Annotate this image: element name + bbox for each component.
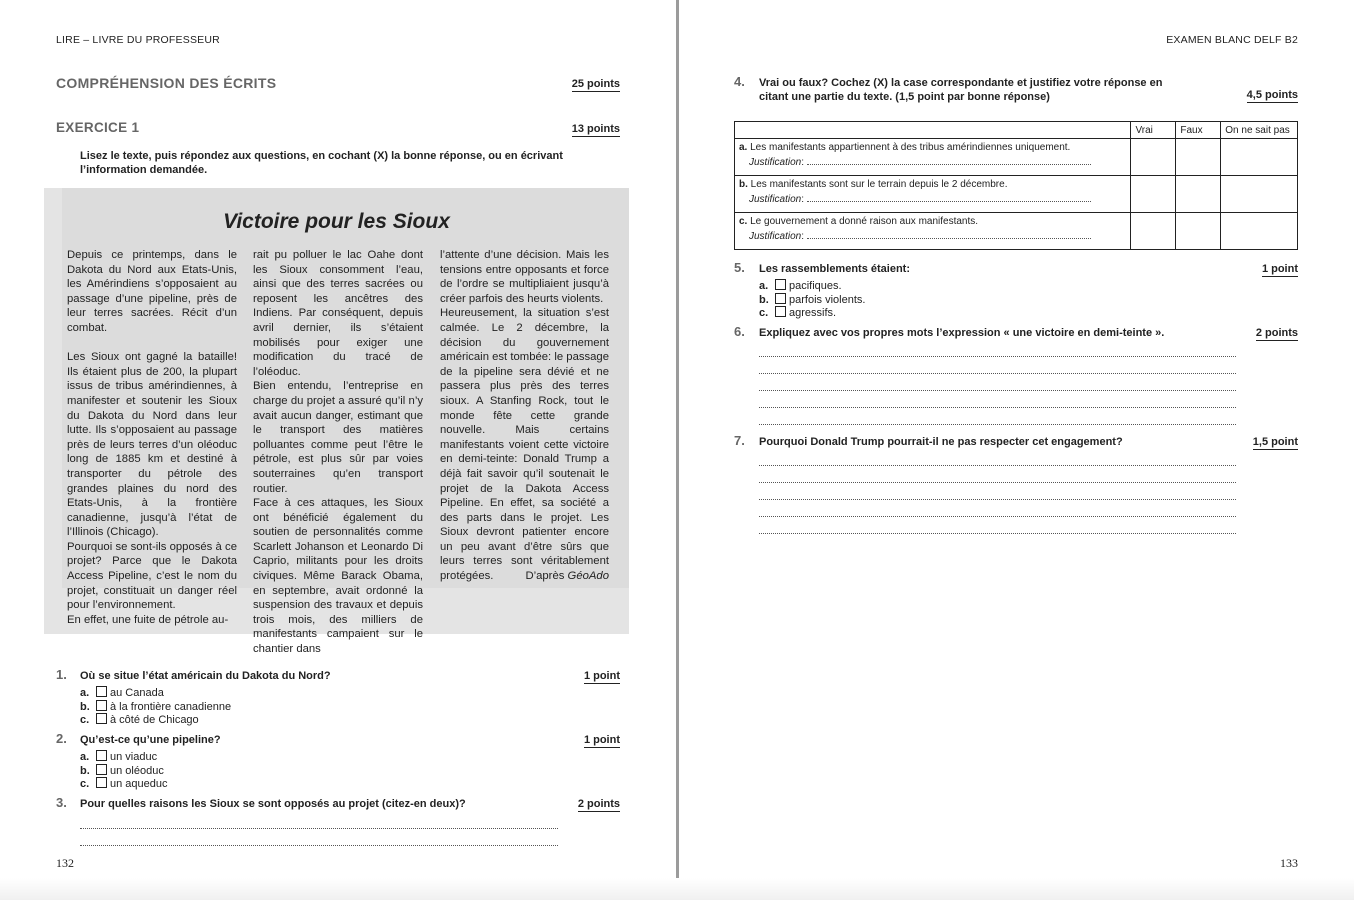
column-vrai: Vrai [1131, 122, 1176, 139]
article-box [44, 188, 629, 656]
question-4-text-line-1: Vrai ou faux? Cochez (X) la case correspondante et justifiez votre réponse en [759, 77, 1163, 89]
checkbox-2b[interactable] [96, 764, 107, 775]
question-3-points: 2 points [577, 798, 620, 810]
answer-line-3-1[interactable] [80, 828, 558, 829]
right-page [679, 0, 1354, 900]
cell-nsp-a[interactable] [1221, 139, 1298, 176]
cell-faux-a[interactable] [1176, 139, 1221, 176]
cell-vrai-a[interactable] [1131, 139, 1176, 176]
exercise-points: 13 points [571, 123, 620, 135]
answer-line-3-2[interactable] [80, 845, 558, 846]
question-1-number: 1. [56, 667, 67, 682]
running-header-left: LIRE – LIVRE DU PROFESSEUR [56, 34, 220, 46]
answer-line-6-2[interactable] [759, 373, 1236, 374]
source-name: GéoAdo [567, 570, 609, 582]
statement-letter: a. [739, 142, 748, 153]
question-2-text: Qu’est-ce qu’une pipeline? [80, 734, 221, 746]
question-5-points: 1 point [1261, 263, 1298, 275]
option-letter: b. [80, 764, 90, 777]
option-label: un viaduc [110, 751, 158, 763]
cell-vrai-b[interactable] [1131, 176, 1176, 213]
cell-faux-b[interactable] [1176, 176, 1221, 213]
true-false-table [734, 121, 1298, 250]
table-row [735, 213, 1298, 250]
question-4-text [759, 76, 1162, 104]
option-2b[interactable] [80, 764, 168, 778]
article-column-3: l’attente d’une décision. Mais les tensions entre opposants et force de l’ordre se multipliaient jusqu’à créer parfois des heurts violents. Heureusement, la situation s’est calmée. Le 2 décembre, la décision du gouvernement américain est tombée: le passage de la pipeline sera dévié et ne passera plus près des terres sioux. A Stanfing Rock, tout le monde fête cette grande nouvelle. Mais certains manifestants voient cette victoire en demi-teinte: Donald Trump a déjà fait savoir qu’il soutenait le projet de la Dakota Access Pipeline. En effet, sa société a des parts dans le projet. Les Sioux devront patienter encore un peu avant d’être sûrs que leurs terres sont véritablement protégées. [440, 249, 609, 583]
section-title: COMPRÉHENSION DES ÉCRITS [56, 75, 277, 91]
exercise-instructions: Lisez le texte, puis répondez aux questions, en cochant (X) la bonne réponse, ou en écrivant l’information demandée. [80, 150, 563, 176]
checkbox-1a[interactable] [96, 686, 107, 697]
answer-line-6-1[interactable] [759, 356, 1236, 357]
justification-line-b[interactable] [807, 192, 1091, 202]
checkbox-1c[interactable] [96, 713, 107, 724]
question-7-number: 7. [734, 433, 745, 448]
option-label: agressifs. [789, 307, 837, 319]
checkbox-1b[interactable] [96, 700, 107, 711]
question-6-text: Expliquez avec vos propres mots l’expression « une victoire en demi-teinte ». [759, 327, 1165, 339]
option-label: à la frontière canadienne [110, 700, 232, 713]
question-7-points: 1,5 point [1252, 436, 1298, 448]
statement-text: Les manifestants sont sur le terrain depuis le 2 décembre. [750, 179, 1008, 190]
option-5a[interactable] [759, 279, 865, 293]
checkbox-5b[interactable] [775, 293, 786, 304]
question-2-points: 1 point [583, 734, 620, 746]
option-label: au Canada [110, 687, 164, 699]
question-6-points: 2 points [1255, 327, 1298, 339]
justification-label: Justification [749, 194, 802, 205]
option-5c[interactable] [759, 306, 865, 320]
option-letter: a. [759, 280, 769, 292]
question-1-text: Où se situe l’état américain du Dakota du Nord? [80, 670, 331, 682]
question-4-points: 4,5 points [1246, 89, 1298, 101]
statement-cell: c. Le gouvernement a donné raison aux manifestants. Justification: [735, 213, 1131, 250]
justification-label: Justification [749, 231, 802, 242]
article-column-1: Depuis ce printemps, dans le Dakota du Nord aux Etats-Unis, les Amérindiens s’opposaient au passage d’une pipeline, près de leur terres sacrées. Récit d’un combat. Les Sioux ont gagné la bataille! Ils étaient plus de 200, la plupart issus de tribus amérindiennes, à manifester et soutenir les Sioux du Dakota du Nord dans leur lutte. Ils s’opposaient au passage près de leurs terres d’un oléoduc long de 1885 km et destiné à transporter du pétrole des grandes plaines du nord des Etats-Unis, à la frontière canadienne, jusqu’à l’état de l’Illinois (Chicago). Pourquoi se sont-ils opposés à ce projet? Parce que le Dakota Access Pipeline, c’est le nom du projet, constituait un danger réel pour l’environnement. En effet, une fuite de pétrole au- [67, 249, 237, 626]
option-letter: c. [759, 307, 769, 319]
question-5-options [759, 279, 865, 320]
option-1a[interactable] [80, 686, 231, 700]
answer-line-6-3[interactable] [759, 390, 1236, 391]
table-row [735, 139, 1298, 176]
option-letter: b. [759, 293, 769, 306]
statement-text: Les manifestants appartiennent à des tribus amérindiennes uniquement. [750, 142, 1071, 153]
answer-line-7-5[interactable] [759, 533, 1236, 534]
left-page [0, 0, 676, 900]
running-header-right: EXAMEN BLANC DELF B2 [1166, 34, 1298, 46]
exercise-title: EXERCICE 1 [56, 120, 140, 135]
question-2-number: 2. [56, 731, 67, 746]
answer-line-7-1[interactable] [759, 465, 1236, 466]
option-label: un oléoduc [110, 764, 164, 777]
cell-nsp-b[interactable] [1221, 176, 1298, 213]
column-on-ne-sait-pas: On ne sait pas [1221, 122, 1298, 139]
table-header-row [735, 122, 1298, 139]
answer-line-7-2[interactable] [759, 482, 1236, 483]
column-faux: Faux [1176, 122, 1221, 139]
option-letter: c. [80, 778, 90, 790]
statement-letter: c. [739, 216, 748, 227]
checkbox-2a[interactable] [96, 750, 107, 761]
option-label: parfois violents. [789, 293, 866, 306]
checkbox-5c[interactable] [775, 306, 786, 317]
justification-line-c[interactable] [807, 229, 1091, 239]
checkbox-5a[interactable] [775, 279, 786, 290]
option-1c[interactable] [80, 713, 231, 727]
justification-line-a[interactable] [807, 155, 1091, 165]
question-5-text: Les rassemblements étaient: [759, 263, 911, 275]
option-label: un aqueduc [110, 778, 168, 790]
question-1-options [80, 686, 231, 727]
page-number-left: 132 [56, 856, 74, 870]
section-points: 25 points [571, 78, 620, 90]
page-number-right: 133 [1280, 856, 1298, 870]
question-4-number: 4. [734, 74, 745, 89]
option-2c[interactable] [80, 777, 168, 791]
article-column-2: rait pu polluer le lac Oahe dont les Sioux consomment l’eau, ainsi que des terres sacrées ou reposent les ancêtres des Indiens. Par conséquent, depuis avril dernier, ils s’étaient mobilisés pour exiger une modification du tracé de l’oléoduc. Bien entendu, l’entreprise en charge du projet a assuré qu’il n’y avait aucun danger, estimant que le transport des matières polluantes comme peut l’être le pétrole, est plus sûr par voies souterraines qu’en transport routier. Face à ces attaques, les Sioux ont bénéficié également du soutien de personnalités comme Scarlett Johanson et Leonardo Di Caprio, militants pour les droits civiques. Même Barack Obama, en septembre, avait ordonné la suspension des travaux et depuis trois mois, des milliers de manifestants campaient sur le chantier dans [253, 249, 423, 656]
statement-text: Le gouvernement a donné raison aux manifestants. [750, 216, 979, 227]
option-letter: c. [80, 714, 90, 726]
source-prefix: D’après [525, 570, 568, 582]
statement-letter: b. [739, 179, 748, 190]
cell-vrai-c[interactable] [1131, 213, 1176, 250]
question-7-text: Pourquoi Donald Trump pourrait-il ne pas respecter cet engagement? [759, 436, 1123, 448]
answer-line-7-3[interactable] [759, 499, 1236, 500]
bottom-edge-shadow [0, 878, 1354, 900]
answer-line-6-5[interactable] [759, 424, 1236, 425]
option-letter: a. [80, 751, 90, 763]
question-6-number: 6. [734, 324, 745, 339]
question-4-text-line-2: citant une partie du texte. (1,5 point par bonne réponse) [759, 91, 1050, 103]
checkbox-2c[interactable] [96, 777, 107, 788]
option-letter: a. [80, 687, 90, 699]
option-1b[interactable] [80, 700, 231, 714]
justification-label: Justification [749, 157, 802, 168]
question-2-options [80, 750, 168, 791]
question-3-number: 3. [56, 795, 67, 810]
option-label: à côté de Chicago [110, 714, 199, 726]
option-letter: b. [80, 700, 90, 713]
option-label: pacifiques. [789, 280, 842, 292]
question-1-points: 1 point [583, 670, 620, 682]
article-source [525, 570, 609, 582]
answer-line-6-4[interactable] [759, 407, 1236, 408]
cell-nsp-c[interactable] [1221, 213, 1298, 250]
question-3-text: Pour quelles raisons les Sioux se sont opposés au projet (citez-en deux)? [80, 798, 466, 810]
answer-line-7-4[interactable] [759, 516, 1236, 517]
table-row [735, 176, 1298, 213]
statement-column-header [735, 122, 1131, 139]
option-5b[interactable] [759, 293, 865, 307]
question-5-number: 5. [734, 260, 745, 275]
statement-cell: a. Les manifestants appartiennent à des tribus amérindiennes uniquement. Justification: [735, 139, 1131, 176]
cell-faux-c[interactable] [1176, 213, 1221, 250]
statement-cell: b. Les manifestants sont sur le terrain depuis le 2 décembre. Justification: [735, 176, 1131, 213]
option-2a[interactable] [80, 750, 168, 764]
article-title: Victoire pour les Sioux [223, 210, 450, 233]
